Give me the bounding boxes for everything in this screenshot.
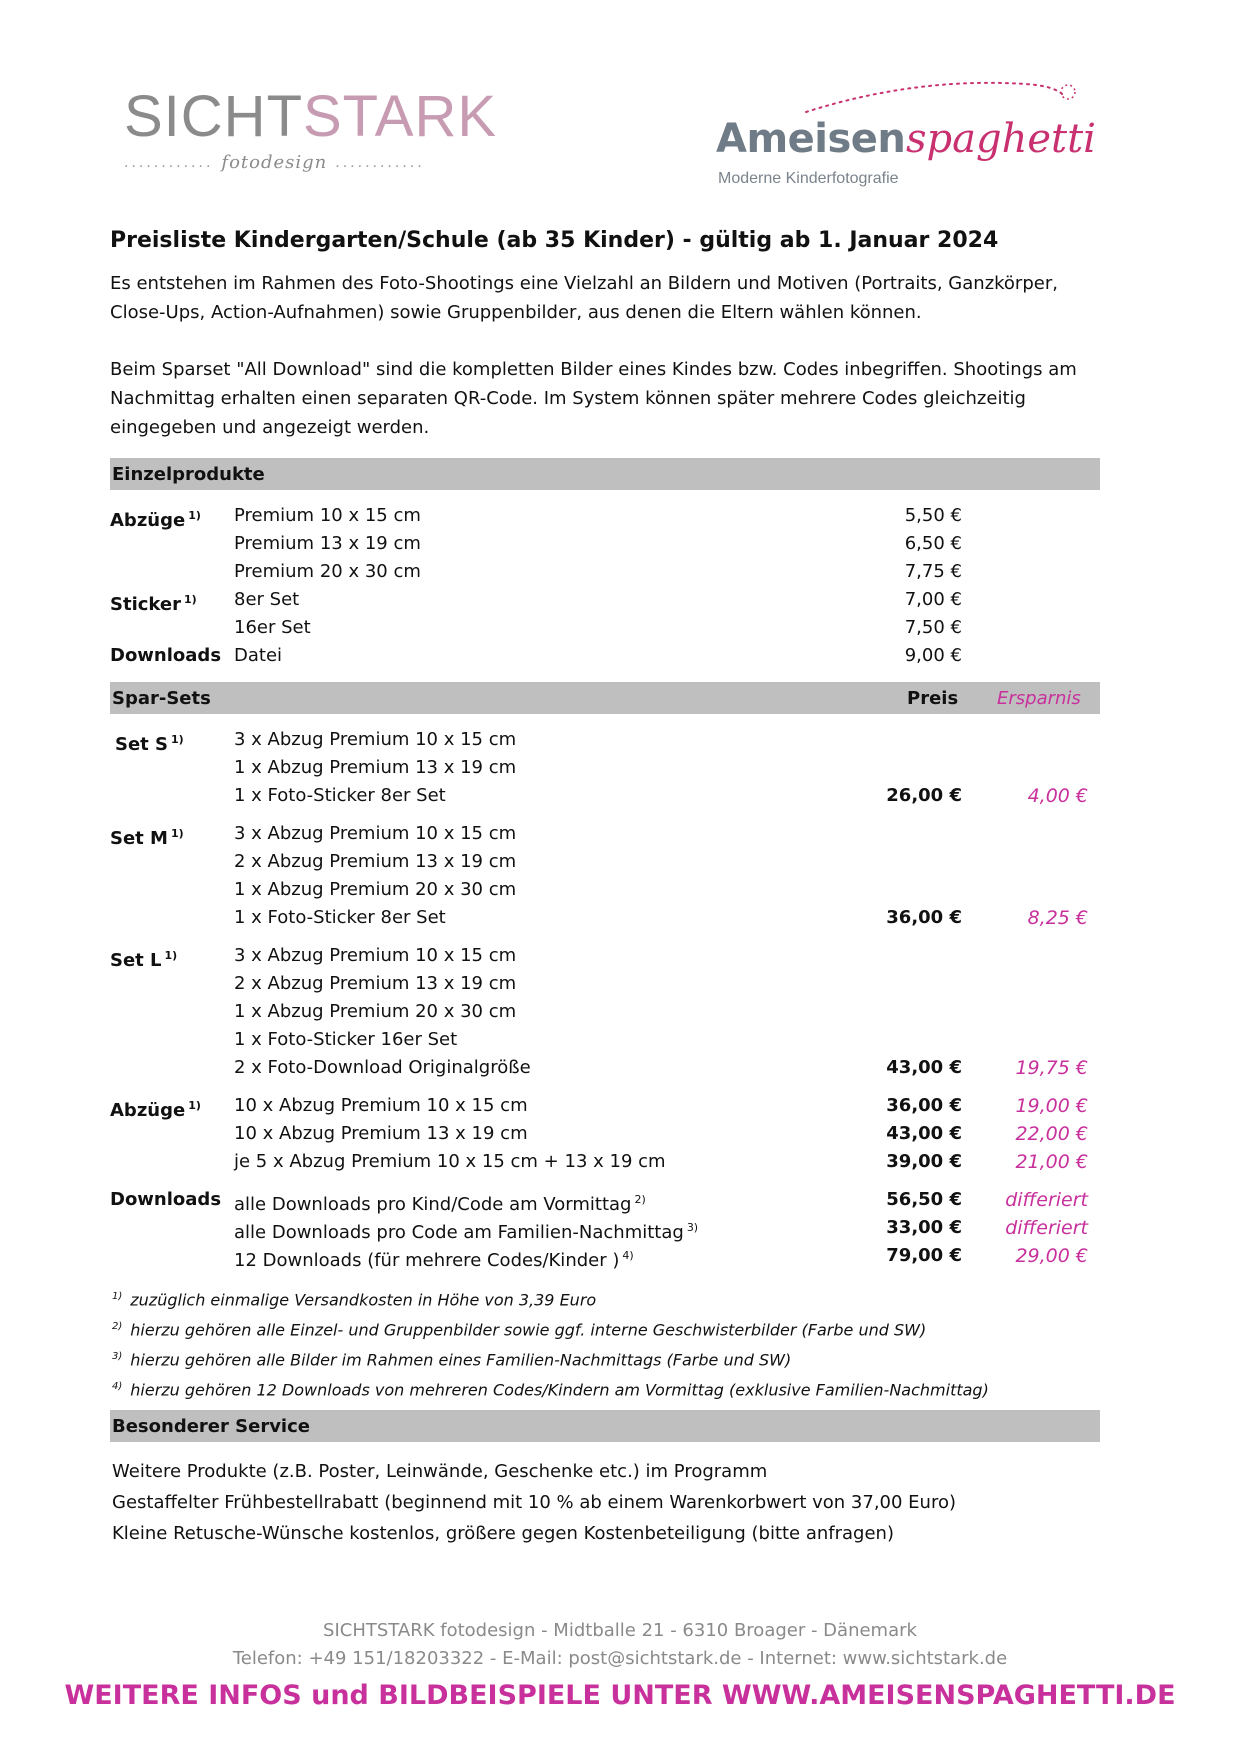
- service-item: Weitere Produkte (z.B. Poster, Leinwände, Geschenke etc.) im Programm: [112, 1461, 768, 1482]
- logo-word-sicht: SICHT: [124, 84, 303, 149]
- set-savings: 21,00 €: [1015, 1151, 1088, 1173]
- table-row: [110, 1242, 1100, 1270]
- set-item: [234, 726, 516, 754]
- footnote: [110, 1312, 1100, 1342]
- set-price: 43,00 €: [886, 1123, 962, 1144]
- row-label-text: Set L: [110, 950, 162, 971]
- set-price: 36,00 €: [886, 1095, 962, 1116]
- set-item-text: 2 x Abzug Premium 13 x 19 cm: [234, 851, 517, 872]
- set-item: [234, 970, 516, 998]
- table-row: [110, 558, 1100, 586]
- table-row: [110, 1026, 1100, 1054]
- table-row: [110, 1214, 1100, 1242]
- set-group: [110, 1092, 1100, 1176]
- logo-tagline: Moderne Kinderfotografie: [718, 170, 899, 187]
- table-row: [110, 1092, 1100, 1120]
- product-price: 6,50 €: [904, 533, 962, 554]
- set-price: 43,00 €: [886, 1057, 962, 1078]
- table-row: [110, 642, 1100, 670]
- service-item: Gestaffelter Frühbestellrabatt (beginnend mit 10 % ab einem Warenkorbwert von 37,00 Euro): [112, 1492, 956, 1513]
- product-price: 5,50 €: [904, 505, 962, 526]
- set-item: [234, 1092, 528, 1120]
- set-item: [234, 1148, 666, 1176]
- footnote-mark: 1): [112, 1291, 123, 1302]
- set-item: [234, 1054, 531, 1082]
- set-item-text: je 5 x Abzug Premium 10 x 15 cm + 13 x 19 cm: [234, 1151, 666, 1172]
- service-list: [110, 1456, 1100, 1549]
- set-item: [234, 904, 446, 932]
- price-list: [110, 228, 1100, 1549]
- set-item-text: 10 x Abzug Premium 13 x 19 cm: [234, 1123, 528, 1144]
- set-price: 36,00 €: [886, 907, 962, 928]
- set-item-text: alle Downloads pro Kind/Code am Vormittag: [234, 1194, 632, 1215]
- set-item-text: 1 x Abzug Premium 20 x 30 cm: [234, 879, 517, 900]
- set-group: [110, 942, 1100, 1082]
- table-row: [110, 502, 1100, 530]
- footnote-ref: 3): [686, 1221, 699, 1234]
- footnote-ref: 4): [622, 1249, 634, 1262]
- row-label: [110, 642, 221, 670]
- einzel-table: [110, 502, 1100, 670]
- footnotes: [110, 1282, 1100, 1402]
- logo-word-spaghetti: spaghetti: [906, 116, 1096, 162]
- spar-table: [110, 726, 1100, 1270]
- footnote-text: zuzüglich einmalige Versandkosten in Höhe von 3,39 Euro: [130, 1290, 597, 1310]
- footnote: [110, 1372, 1100, 1402]
- table-row: [110, 530, 1100, 558]
- table-row: [110, 1186, 1100, 1214]
- table-row: [110, 876, 1100, 904]
- logo-dots-left: ............: [124, 154, 214, 171]
- footnote-text: hierzu gehören alle Bilder im Rahmen eines Familien-Nachmittags (Farbe und SW): [130, 1350, 792, 1370]
- set-item-text: 3 x Abzug Premium 10 x 15 cm: [234, 729, 517, 750]
- intro-paragraph-2: Beim Sparset "All Download" sind die kompletten Bilder eines Kindes bzw. Codes inbegriffen. Shootings am Nachmittag erhalten einen separaten QR-Code. Im System können später mehrere Codes gleichzeitig eingegeben und angezeigt werden.: [110, 359, 1077, 438]
- set-item: [234, 1120, 528, 1148]
- row-label-text: Abzüge: [110, 510, 186, 531]
- footnote-ref: 1): [183, 593, 197, 606]
- sichtstark-logo: [124, 84, 504, 188]
- product-name: Premium 13 x 19 cm: [234, 533, 421, 554]
- set-price: 39,00 €: [886, 1151, 962, 1172]
- logo-sub-fotodesign: fotodesign: [221, 152, 328, 173]
- product-price: 7,50 €: [904, 617, 962, 638]
- footer-address: SICHTSTARK fotodesign - Midtballe 21 - 6310 Broager - Dänemark: [323, 1620, 917, 1641]
- table-row: [110, 586, 1100, 614]
- section-header-einzelprodukte: [110, 458, 1100, 490]
- footnote-ref: 1): [164, 949, 178, 962]
- service-item: Kleine Retusche-Wünsche kostenlos, größere gegen Kostenbeteiligung (bitte anfragen): [112, 1523, 894, 1544]
- set-item-text: 3 x Abzug Premium 10 x 15 cm: [234, 945, 517, 966]
- set-savings: 19,00 €: [1015, 1095, 1088, 1117]
- column-header-savings: Ersparnis: [997, 687, 1081, 709]
- group-spacer: [110, 1176, 1100, 1186]
- row-label-text: Set M: [110, 828, 168, 849]
- table-row: [110, 1120, 1100, 1148]
- product-name: Premium 20 x 30 cm: [234, 561, 421, 582]
- footnote-ref: 2): [634, 1193, 646, 1206]
- row-label-text: Downloads: [110, 1189, 222, 1210]
- logo-word-stark: STARK: [303, 84, 498, 149]
- table-row: [110, 614, 1100, 642]
- set-savings: 8,25 €: [1027, 907, 1088, 929]
- logo-dots-right: ............: [335, 154, 425, 171]
- product-price: 7,00 €: [904, 589, 962, 610]
- footnote-ref: 1): [170, 827, 184, 840]
- product-name: Premium 10 x 15 cm: [234, 505, 421, 526]
- product-name: Datei: [234, 645, 283, 666]
- set-item-text: 1 x Abzug Premium 13 x 19 cm: [234, 757, 517, 778]
- set-group: [110, 1186, 1100, 1270]
- intro-paragraph-1: Es entstehen im Rahmen des Foto-Shootings eine Vielzahl an Bildern und Motiven (Portraits, Ganzkörper, Close-Ups, Action-Aufnahmen) sowie Gruppenbilder, aus denen die Eltern wählen können.: [110, 273, 1058, 323]
- set-item: [234, 848, 516, 876]
- row-label: [110, 1186, 221, 1214]
- footnote-mark: 2): [112, 1321, 123, 1332]
- product-price: 9,00 €: [904, 645, 962, 666]
- footnote-ref: 1): [188, 509, 201, 522]
- set-price: 56,50 €: [886, 1189, 962, 1210]
- column-header-price: Preis: [907, 687, 959, 709]
- set-savings: differiert: [1005, 1189, 1088, 1211]
- set-item: [234, 876, 516, 904]
- footnote-ref: 1): [171, 733, 184, 746]
- set-item-text: 1 x Foto-Sticker 8er Set: [234, 907, 446, 928]
- footnote-ref: 1): [188, 1099, 201, 1112]
- product-name: 8er Set: [234, 589, 300, 610]
- set-item: [234, 820, 516, 848]
- row-label-text: Sticker: [110, 594, 181, 615]
- row-label-text: Set S: [115, 734, 169, 755]
- set-item-text: 12 Downloads (für mehrere Codes/Kinder ): [234, 1250, 620, 1271]
- row-label-text: Abzüge: [110, 1100, 186, 1121]
- set-item-text: 10 x Abzug Premium 10 x 15 cm: [234, 1095, 528, 1116]
- group-spacer: [110, 932, 1100, 942]
- set-group: [110, 820, 1100, 932]
- ant-trail-icon: [796, 72, 1096, 122]
- set-item: [234, 1242, 634, 1275]
- sichtstark-subline: [124, 152, 504, 173]
- footnote: [110, 1342, 1100, 1372]
- set-item: [234, 1026, 457, 1054]
- set-item-text: 2 x Foto-Download Originalgröße: [234, 1057, 531, 1078]
- set-savings: 4,00 €: [1027, 785, 1088, 807]
- set-savings: 19,75 €: [1015, 1057, 1088, 1079]
- section-title: Besonderer Service: [112, 1415, 310, 1437]
- table-row: [110, 1054, 1100, 1082]
- logo-word-ameisen: Ameisen: [716, 116, 906, 162]
- footnote-mark: 4): [112, 1381, 123, 1392]
- footnote-text: hierzu gehören alle Einzel- und Gruppenbilder sowie ggf. interne Geschwisterbilder (Farbe und SW): [130, 1320, 927, 1340]
- page-title: Preisliste Kindergarten/Schule (ab 35 Kinder) - gültig ab 1. Januar 2024: [110, 228, 999, 253]
- footer-cta: WEITERE INFOS und BILDBEISPIELE UNTER WWW.AMEISENSPAGHETTI.DE: [64, 1680, 1176, 1711]
- row-label-text: Downloads: [110, 645, 222, 666]
- set-savings: differiert: [1005, 1217, 1088, 1239]
- set-item-text: 3 x Abzug Premium 10 x 15 cm: [234, 823, 517, 844]
- set-item-text: alle Downloads pro Code am Familien-Nachmittag: [234, 1222, 684, 1243]
- section-header-service: [110, 1410, 1100, 1442]
- set-item-text: 1 x Foto-Sticker 8er Set: [234, 785, 446, 806]
- table-row: [110, 726, 1100, 754]
- table-row: [110, 998, 1100, 1026]
- footnote-text: hierzu gehören 12 Downloads von mehreren Codes/Kindern am Vormittag (exklusive Familien-Nachmittag): [130, 1380, 989, 1400]
- ameisenspaghetti-logo: [716, 78, 1096, 188]
- set-item-text: 1 x Foto-Sticker 16er Set: [234, 1029, 458, 1050]
- table-row: [110, 848, 1100, 876]
- set-group: [110, 726, 1100, 810]
- table-row: [110, 1148, 1100, 1176]
- set-item: [234, 782, 446, 810]
- set-item-text: 2 x Abzug Premium 13 x 19 cm: [234, 973, 517, 994]
- section-title: Spar-Sets: [112, 687, 211, 709]
- set-price: 79,00 €: [886, 1245, 962, 1266]
- section-header-spar-sets: [110, 682, 1100, 714]
- sichtstark-wordmark: [124, 84, 504, 149]
- table-row: [110, 904, 1100, 932]
- table-row: [110, 820, 1100, 848]
- set-item: [234, 754, 516, 782]
- section-title: Einzelprodukte: [112, 463, 265, 485]
- table-row: [110, 970, 1100, 998]
- set-price: 26,00 €: [886, 785, 962, 806]
- product-name: 16er Set: [234, 617, 311, 638]
- footnote: [110, 1282, 1100, 1312]
- set-item: [234, 998, 516, 1026]
- footer-contact: Telefon: +49 151/18203322 - E-Mail: post@sichtstark.de - Internet: www.sichtstark.de: [232, 1648, 1008, 1669]
- set-savings: 29,00 €: [1015, 1245, 1088, 1267]
- footnote-mark: 3): [112, 1351, 123, 1362]
- table-row: [110, 754, 1100, 782]
- group-spacer: [110, 810, 1100, 820]
- group-spacer: [110, 1082, 1100, 1092]
- set-item: [234, 942, 516, 970]
- table-row: [110, 942, 1100, 970]
- table-row: [110, 782, 1100, 810]
- set-price: 33,00 €: [886, 1217, 962, 1238]
- product-price: 7,75 €: [904, 561, 962, 582]
- set-item-text: 1 x Abzug Premium 20 x 30 cm: [234, 1001, 517, 1022]
- set-savings: 22,00 €: [1015, 1123, 1088, 1145]
